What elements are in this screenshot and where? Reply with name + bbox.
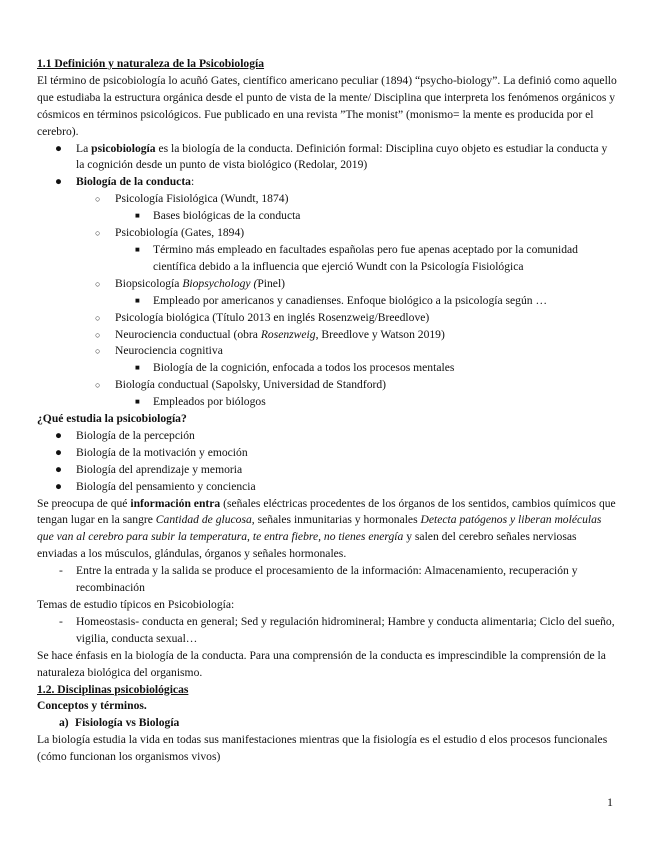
- emphasis-paragraph: Se hace énfasis en la biología de la conducta. Para una comprensión de la conducta es imprescindible la comprensión de la naturaleza biológica del organismo.: [37, 648, 606, 679]
- information-paragraph: Se preocupa de qué información entra (señales eléctricas procedentes de los órganos de los sentidos, cambios químicos que tengan lugar en la sangre Cantidad de glucosa, señales inmunitarias y hormonales Detecta patógenos y liberan moléculas que van al cerebro para subir la temperatura, te entra fiebre, no tienes energía y salen del cerebro señales nerviosas enviadas a los músculos, glándulas, órganos y señales hormonales.: [37, 496, 616, 561]
- square-marker: ■: [135, 295, 140, 305]
- intro-paragraph: El término de psicobiología lo acuñó Gates, científico americano peculiar (1894) “psycho-biology”. La definió como aquello que estudiaba la estructura orgánica desde el punto de vista de la mente/ Disciplina que interpreta los fenómenos orgánicos y cósmicos en términos psicológicos. Fue publicado en una revista ”The monist” (monismo= la mente es producida por el cerebro).: [37, 73, 617, 138]
- circle-marker: ○: [95, 194, 101, 205]
- list-item: ○ Neurociencia conductual (obra Rosenzweig, Breedlove y Watson 2019): [37, 327, 618, 344]
- biology-paragraph: La biología estudia la vida en todas sus manifestaciones mientras que la fisiología es el estudio d elos procesos funcionales (cómo funcionan los organismos vivos): [37, 733, 608, 764]
- bullet-marker: ●: [55, 428, 63, 442]
- section-1-2-heading: 1.2. Disciplinas psicobiológicas: [37, 682, 189, 696]
- dash-marker: -: [59, 614, 63, 628]
- bullet-marker: ●: [55, 445, 63, 459]
- names-list: [37, 191, 618, 208]
- question-heading: ¿Qué estudia la psicobiología?: [37, 412, 187, 426]
- bullet-marker: ●: [55, 462, 63, 476]
- list-subitem: ■ Término más empleado en facultades españolas pero fue apenas aceptado por la comunidad científica debido a la influencia que ejerció Wundt con la Psicología Fisiológica: [135, 242, 578, 273]
- psicobiologia-term: psicobiología: [91, 141, 156, 155]
- list-subitem: ■ Biología de la cognición, enfocada a todos los procesos mentales: [37, 360, 618, 377]
- list-item: ○ Psicología Fisiológica (Wundt, 1874): [37, 191, 618, 208]
- list-subitem: ■ Empleados por biólogos: [37, 394, 618, 411]
- list-item: ● Biología de la motivación y emoción: [37, 445, 618, 462]
- dash-item: - Entre la entrada y la salida se produce el procesamiento de la información: Almacenamiento, recuperación y recombinación: [59, 564, 578, 595]
- list-item: ○ Psicología biológica (Título 2013 en inglés Rosenzweig/Breedlove): [37, 310, 618, 327]
- circle-marker: ○: [95, 380, 101, 391]
- page-number: 1: [607, 795, 613, 809]
- square-marker: ■: [135, 363, 140, 373]
- square-marker: ■: [135, 211, 140, 221]
- list-item: ○ Biopsicología Biopsychology (Pinel): [37, 276, 618, 293]
- dash-item: - Homeostasis- conducta en general; Sed y regulación hidromineral; Hambre y conducta alimentaria; Ciclo del sueño, vigilia, conducta sexual…: [59, 614, 615, 645]
- biologia-conducta-item: ● Biología de la conducta:: [37, 174, 618, 191]
- list-item: ● Biología de la percepción: [37, 428, 618, 445]
- circle-marker: ○: [95, 228, 101, 239]
- list-subitem: ■ Empleado por americanos y canadienses. Enfoque biológico a la psicología según …: [37, 293, 618, 310]
- bullet-marker: ●: [55, 479, 63, 493]
- circle-marker: ○: [95, 346, 101, 357]
- circle-marker: ○: [95, 278, 101, 289]
- circle-marker: ○: [95, 329, 101, 340]
- bullet-marker: ●: [55, 175, 63, 189]
- circle-marker: ○: [95, 312, 101, 323]
- study-topics-list: [37, 428, 618, 496]
- list-item: ● Biología del pensamiento y conciencia: [37, 479, 618, 496]
- list-item: ○ Biología conductual (Sapolsky, Universidad de Standford): [37, 377, 618, 394]
- list-subitem: ■ Bases biológicas de la conducta: [37, 208, 618, 225]
- subsection-a-heading: a) Fisiología vs Biología: [59, 716, 180, 730]
- concepts-heading: Conceptos y términos.: [37, 699, 147, 713]
- definition-list: [37, 141, 618, 192]
- square-marker: ■: [135, 397, 140, 407]
- topics-intro: Temas de estudio típicos en Psicobiología:: [37, 598, 235, 611]
- list-item: ● Biología del aprendizaje y memoria: [37, 462, 618, 479]
- dash-marker: -: [59, 564, 63, 578]
- square-marker: ■: [135, 244, 140, 254]
- list-item: ○ Psicobiología (Gates, 1894): [37, 225, 618, 242]
- section-1-1-heading: 1.1 Definición y naturaleza de la Psicobiología: [37, 57, 265, 70]
- biologia-conducta-label: Biología de la conducta: [76, 175, 191, 189]
- document-page: [37, 56, 618, 766]
- bullet-marker: ●: [55, 141, 63, 155]
- list-item: ○ Neurociencia cognitiva: [37, 343, 618, 360]
- definition-item: ● La psicobiología es la biología de la conducta. Definición formal: Disciplina cuyo objeto es estudiar la conducta y la cognición desde un punto de vista biológico (Redolar, 2019): [55, 141, 608, 172]
